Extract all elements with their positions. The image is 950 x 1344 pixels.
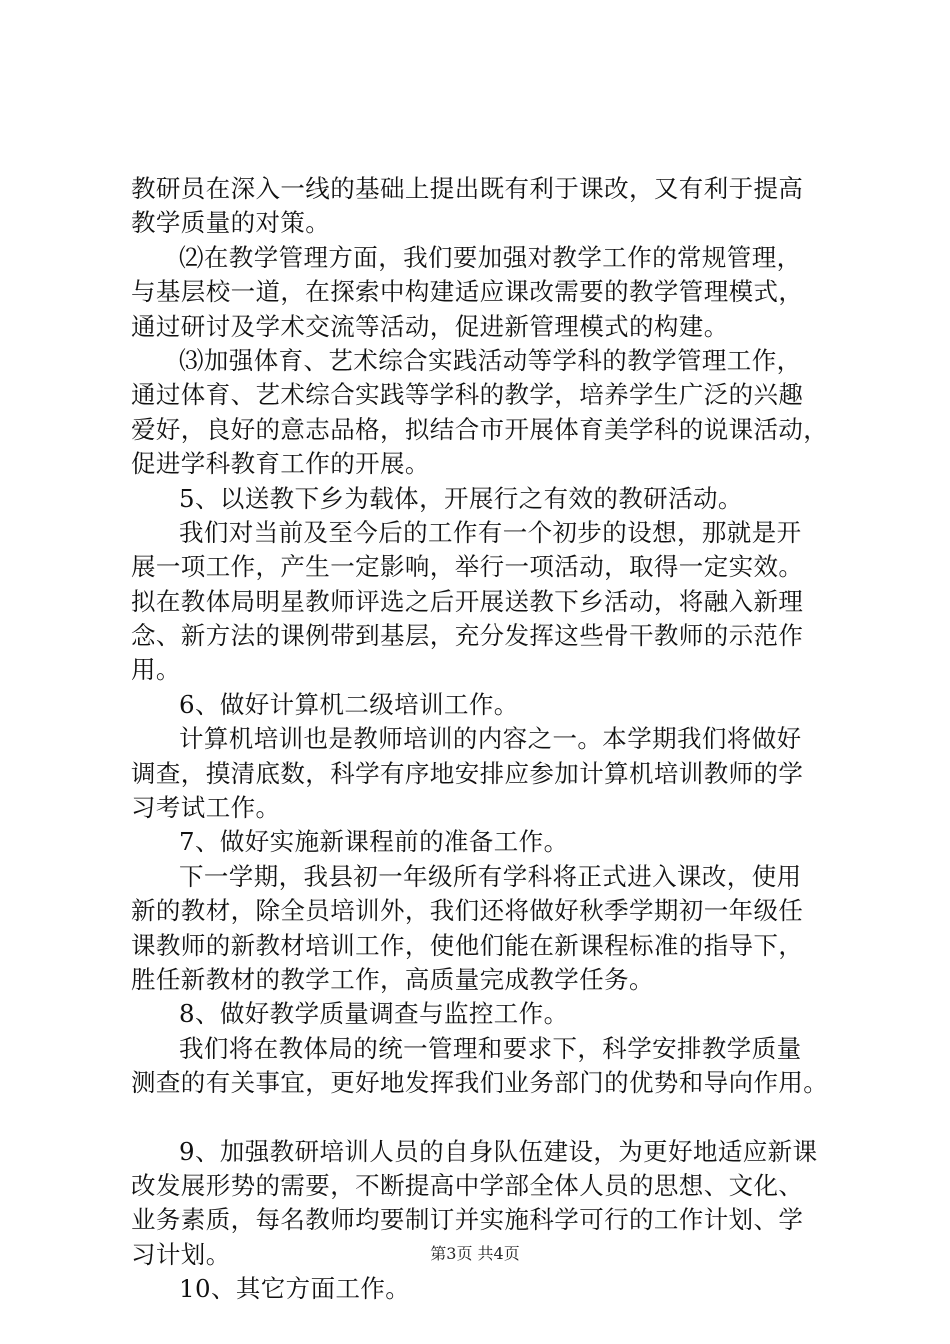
- text-line: 念、新方法的课例带到基层，充分发挥这些骨干教师的示范作: [131, 621, 804, 651]
- text-line: 通过体育、艺术综合实践等学科的教学，培养学生广泛的兴趣: [131, 380, 804, 410]
- text-line: 计算机培训也是教师培训的内容之一。本学期我们将做好: [179, 724, 802, 754]
- text-line: 习考试工作。: [131, 793, 281, 823]
- section-heading: 6、做好计算机二级培训工作。: [179, 689, 519, 719]
- section-heading: 10、其它方面工作。: [179, 1274, 411, 1304]
- text-line: 业务素质，每名教师均要制订并实施科学可行的工作计划、学: [131, 1205, 804, 1235]
- document-body: [131, 172, 831, 1307]
- paragraph-gap: [131, 1101, 831, 1135]
- section-heading: 7、做好实施新课程前的准备工作。: [179, 827, 569, 857]
- text-line: 我们将在教体局的统一管理和要求下，科学安排教学质量: [179, 1033, 802, 1063]
- text-line: 促进学科教育工作的开展。: [131, 449, 430, 479]
- section-heading: 9、加强教研培训人员的自身队伍建设，为更好地适应新课: [179, 1136, 818, 1166]
- section-heading: 5、以送教下乡为载体，开展行之有效的教研活动。: [179, 483, 743, 513]
- text-line: 我们对当前及至今后的工作有一个初步的设想，那就是开: [179, 517, 802, 547]
- section-heading: 8、做好教学质量调查与监控工作。: [179, 999, 569, 1029]
- text-line: 教研员在深入一线的基础上提出既有利于课改，又有利于提高: [131, 174, 804, 203]
- text-line: 改发展形势的需要，不断提高中学部全体人员的思想、文化、: [131, 1170, 804, 1200]
- text-line: 拟在教体局明星教师评选之后开展送教下乡活动，将融入新理: [131, 586, 804, 616]
- text-line: 测查的有关事宜，更好地发挥我们业务部门的优势和导向作用。: [131, 1068, 829, 1098]
- text-line: 通过研讨及学术交流等活动，促进新管理模式的构建。: [131, 311, 729, 341]
- text-line: 下一学期，我县初一年级所有学科将正式进入课改，使用: [179, 861, 802, 891]
- text-line: 教学质量的对策。: [131, 208, 331, 238]
- text-line: 爱好，良好的意志品格，拟结合市开展体育美学科的说课活动，: [131, 414, 829, 444]
- text-line: 用。: [131, 655, 181, 685]
- text-line: 与基层校一道，在探索中构建适应课改需要的教学管理模式，: [131, 277, 804, 307]
- text-line: 课教师的新教材培训工作，使他们能在新课程标准的指导下，: [131, 930, 804, 960]
- text-line: 展一项工作，产生一定影响，举行一项活动，取得一定实效。: [131, 552, 804, 582]
- text-line: 胜任新教材的教学工作，高质量完成教学任务。: [131, 964, 654, 994]
- page-footer: 第3页 共4页: [430, 1244, 520, 1263]
- text-line: ⑶加强体育、艺术综合实践活动等学科的教学管理工作，: [179, 345, 802, 375]
- text-line: 调查，摸清底数，科学有序地安排应参加计算机培训教师的学: [131, 758, 804, 788]
- text-line: 习计划。: [131, 1239, 231, 1269]
- text-line: 新的教材，除全员培训外，我们还将做好秋季学期初一年级任: [131, 896, 804, 926]
- text-line: ⑵在教学管理方面，我们要加强对教学工作的常规管理，: [179, 242, 802, 272]
